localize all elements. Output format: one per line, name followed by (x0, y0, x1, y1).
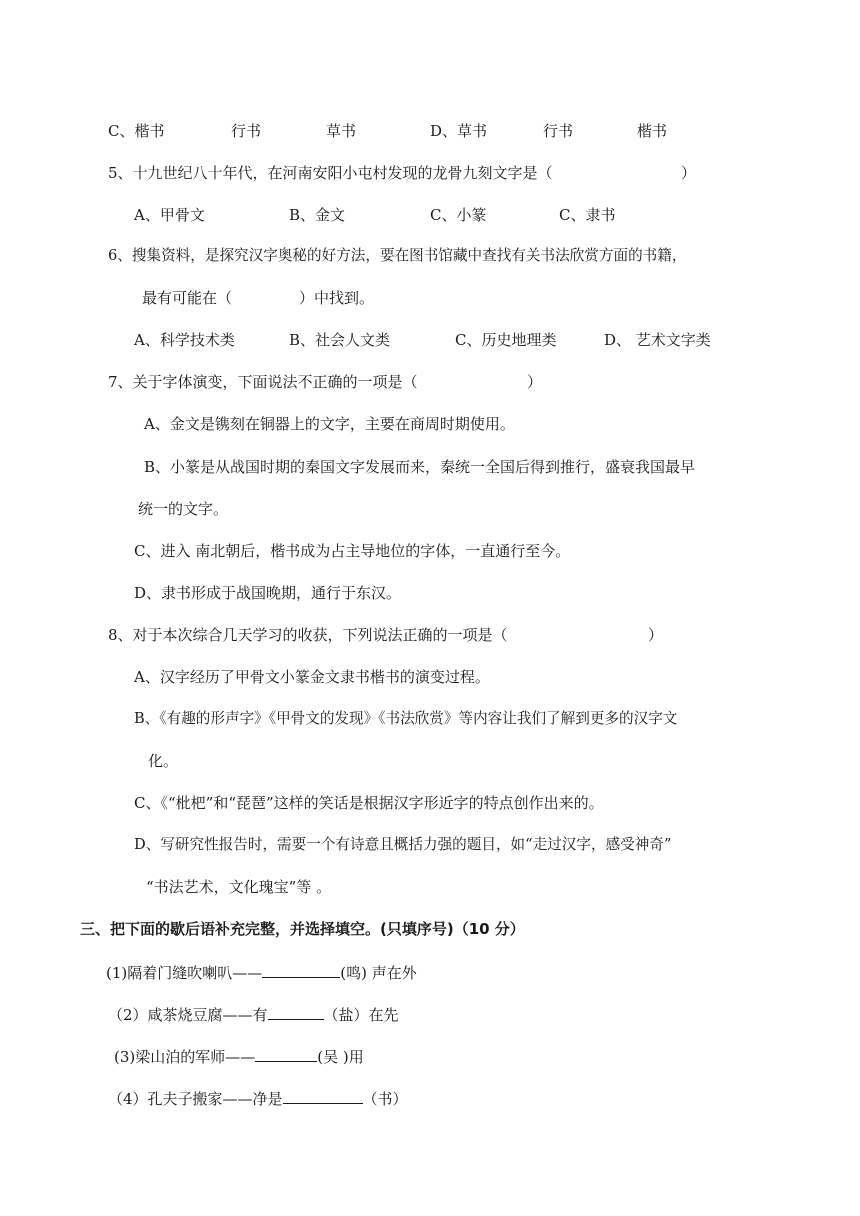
q6-option-c: C、历史地理类 (455, 331, 557, 349)
q5-option-d: C、隶书 (559, 206, 616, 224)
q8-option-a: A、汉字经历了甲骨文小篆金文隶书楷书的演变过程。 (134, 668, 490, 686)
q6-option-b: B、社会人文类 (289, 331, 391, 349)
q6-stem-line2-b: ）中找到。 (299, 289, 375, 307)
q5-option-b: B、金文 (289, 206, 346, 224)
q8-option-b-line2: 化。 (148, 752, 179, 770)
q8-option-d-line1: D、写研究性报告时，需要一个有诗意且概括力强的题目，如“走过汉字，感受神奇” (134, 836, 672, 853)
idiom-item-1-after: (鸣) 声在外 (340, 964, 417, 982)
q7-option-b-line2: 统一的文字。 (138, 500, 229, 518)
idiom-item-3-before: (3)梁山泊的军师—— (114, 1048, 256, 1066)
idiom-item-1 (106, 961, 417, 983)
idiom-item-2-after: （盐）在先 (323, 1006, 399, 1024)
q7-paren-close: ） (527, 373, 543, 391)
idiom-item-2-before: （2）咸茶烧豆腐——有 (108, 1006, 268, 1024)
q4-option-d-1: D、草书 (430, 122, 488, 140)
q8-option-d-line2: “书法艺术，文化瑰宝”等 。 (146, 878, 332, 896)
q4-option-c-3: 草书 (326, 122, 357, 140)
idiom-item-3-blank[interactable] (255, 1045, 317, 1062)
idiom-item-1-blank[interactable] (262, 961, 340, 978)
idiom-item-4-blank[interactable] (283, 1087, 363, 1104)
idiom-item-2-blank[interactable] (268, 1003, 324, 1020)
idiom-item-2 (108, 1003, 399, 1025)
q4-option-c-1: C、楷书 (108, 122, 165, 140)
idiom-item-1-before: (1)隔着门缝吹喇叭—— (106, 964, 263, 982)
q7-option-c: C、进入 南北朝后，楷书成为占主导地位的字体，一直通行至今。 (134, 542, 571, 560)
q6-stem-line2-a: 最有可能在（ (142, 289, 233, 307)
idiom-item-3 (114, 1045, 364, 1067)
q4-option-d-2: 行书 (543, 122, 574, 140)
q7-option-b-line1: B、小篆是从战国时期的秦国文字发展而来，秦统一全国后得到推行，盛衰我国最早 (144, 458, 696, 476)
q8-option-c: C、《“枇杷”和“琵琶”这样的笑话是根据汉字形近字的特点创作出来的。 (134, 794, 604, 812)
q7-option-d: D、隶书形成于战国晚期，通行于东汉。 (134, 584, 402, 602)
q6-stem-line1: 6、搜集资料，是探究汉字奥秘的好方法，要在图书馆藏中查找有关书法欣赏方面的书籍， (108, 247, 687, 264)
q5-option-a: A、甲骨文 (134, 206, 205, 224)
q6-option-d: D、 艺术文字类 (604, 331, 711, 349)
q4-option-c-2: 行书 (231, 122, 262, 140)
q7-stem: 7、关于字体演变，下面说法不正确的一项是（ (108, 373, 418, 391)
idiom-item-4 (108, 1087, 408, 1109)
q8-stem: 8、对于本次综合几天学习的收获，下列说法正确的一项是（ (108, 626, 508, 644)
q7-option-a: A、金文是镌刻在铜器上的文字，主要在商周时期使用。 (144, 415, 515, 433)
idiom-item-4-after: （书） (362, 1090, 408, 1108)
idiom-item-4-before: （4）孔夫子搬家——净是 (108, 1090, 283, 1108)
q8-paren-close: ） (648, 626, 664, 644)
q5-stem: 5、十九世纪八十年代，在河南安阳小屯村发现的龙骨九刻文字是（ (108, 164, 553, 182)
idiom-item-3-after: (吴 )用 (317, 1048, 364, 1066)
q8-option-b-line1: B、《有趣的形声字》《甲骨文的发现》《书法欣赏》等内容让我们了解到更多的汉字文 (134, 710, 678, 727)
q5-paren-close: ） (681, 164, 697, 182)
section3-heading: 三、把下面的歇后语补充完整，并选择填空。(只填序号)（10 分） (80, 920, 525, 938)
q6-option-a: A、科学技术类 (134, 331, 235, 349)
q5-option-c: C、小篆 (430, 206, 487, 224)
q4-option-d-3: 楷书 (637, 122, 668, 140)
